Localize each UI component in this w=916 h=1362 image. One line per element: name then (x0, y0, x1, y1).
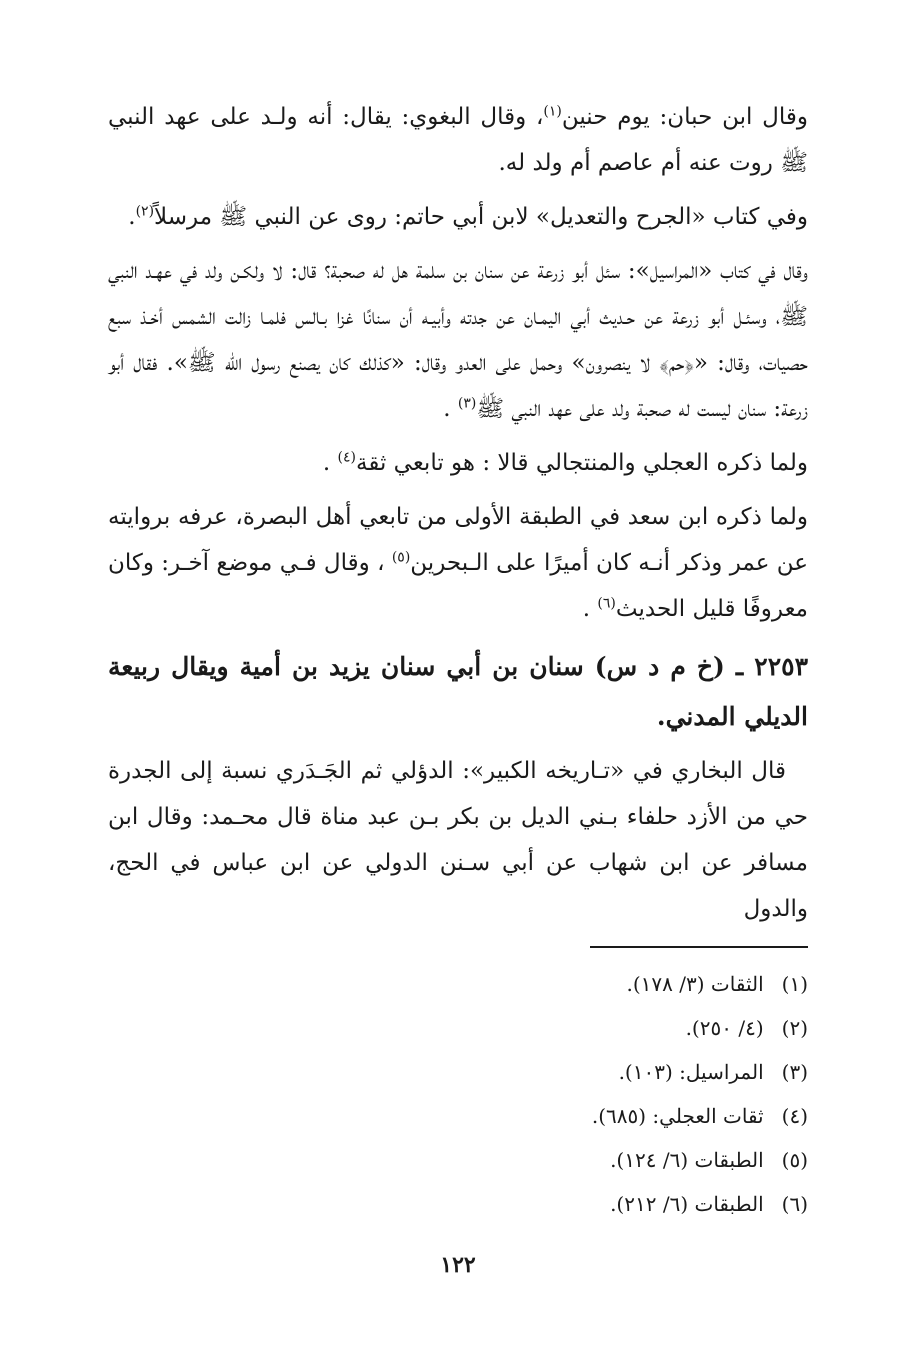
footnote-text: الطبقات (٦/ ٢١٢). (610, 1192, 764, 1216)
paragraph-bukhari: قال البخاري في «تـاريخه الكبير»: الدؤلي ثم الجَـدَري نسبة إلى الجدرة حي من الأزد حلفاء بـني الديل بن بكر بـن عبد مناة قال محـمد: وقال ابن مسافر عن ابن شهاب عن أبي سـنن الدولي عن ابن عباس في الحج، والدول (108, 758, 808, 922)
footnote-item (108, 1050, 808, 1094)
footnote-number: (٥) (781, 1148, 808, 1172)
page-number: ١٢٢ (440, 1252, 476, 1278)
footnote-number: (٣) (781, 1060, 808, 1084)
paragraph-text: . (322, 450, 338, 476)
paragraph-text: . (443, 396, 458, 422)
footnote-item (108, 1138, 808, 1182)
footnote-marker: (١) (543, 103, 562, 120)
footnote-number: (١) (781, 972, 808, 996)
footnote-divider (590, 946, 808, 948)
footnote-number: (٦) (781, 1192, 808, 1216)
paragraph-text: ولما ذكره ابن سعد في الطبقة الأولى من تابعي أهل البصرة، عرفه بروايته عن عمر وذكر أنـه كان أميرًا على الـبحرين (108, 504, 808, 576)
footnote-text: الطبقات (٦/ ١٢٤). (610, 1148, 764, 1172)
paragraph-ijli (108, 440, 808, 486)
paragraph-marasil (108, 248, 808, 432)
footnote-marker: (٥) (391, 549, 411, 566)
paragraph-text: . (128, 204, 136, 230)
paragraph-ibn-saad (108, 494, 808, 632)
footnote-item (108, 1006, 808, 1050)
paragraph-text: ، وقال فـي موضع آخـر: وكان معروفًا قليل الحديث (108, 550, 808, 622)
footnote-marker: (٢) (135, 203, 155, 220)
footnote-item (108, 1094, 808, 1138)
paragraph-text: وفي كتاب «الجرح والتعديل» لابن أبي حاتم: روى عن النبي ﷺ مرسلاً (154, 204, 808, 230)
paragraph-ibn-hibban (108, 94, 808, 186)
footnote-number: (٤) (781, 1104, 808, 1128)
paragraph-text: وقال في كتاب «المراسيل»: سئل أبو زرعة عن سنان بن سلمة هل له صحبة؟ قال: لا ولكـن ولد في عهـد النبي ﷺ، وسئـل أبو زرعة عن حـديث أبي اليمـان عن جدته وأبيـه أن سنانًا غزا بـالس فلمـا زالت الشمس أخـذ سبع حصيات، وقال: «﴿حم﴾ لا ينصرون» وحمل على العدو وقال: «كذلك كان يصنع رسول الله ﷺ». فقال أبو زرعة: سنان ليست له صحبة ولد على عهد النبي ﷺ (108, 258, 808, 422)
paragraph-text: ، وقال البغوي: يقال: أنه ولـد على عهد النبي ﷺ روت عنه أم عاصم أم ولد له. (108, 104, 808, 176)
footnote-marker: (٦) (597, 595, 616, 612)
main-text (108, 94, 808, 940)
footnote-item (108, 962, 808, 1006)
footnote-text: الثقات (٣/ ١٧٨). (626, 972, 764, 996)
paragraph-text: ولما ذكره العجلي والمنتجالي قالا : هو تابعي ثقة (355, 450, 808, 476)
footnote-text: المراسيل: (١٠٣). (618, 1060, 764, 1084)
paragraph-text: وقال ابن حبان: يوم حنين (561, 104, 808, 130)
footnote-list (108, 962, 808, 1226)
footnote-text: (٤/ ٢٥٠). (685, 1016, 764, 1040)
paragraph-text: . (582, 596, 598, 622)
footnote-item (108, 1182, 808, 1226)
footnote-text: ثقات العجلي: (٦٨٥). (591, 1104, 764, 1128)
paragraph-jarh-tadil (108, 194, 808, 240)
footnote-number: (٢) (781, 1016, 808, 1040)
footnote-marker: (٤) (337, 449, 356, 466)
entry-heading: ٢٢٥٣ ـ (خ م د س) سنان بن أبي سنان يزيد بن أمية ويقال ربيعة الديلي المدني. (108, 652, 808, 731)
footnote-marker: (٣) (457, 395, 477, 412)
